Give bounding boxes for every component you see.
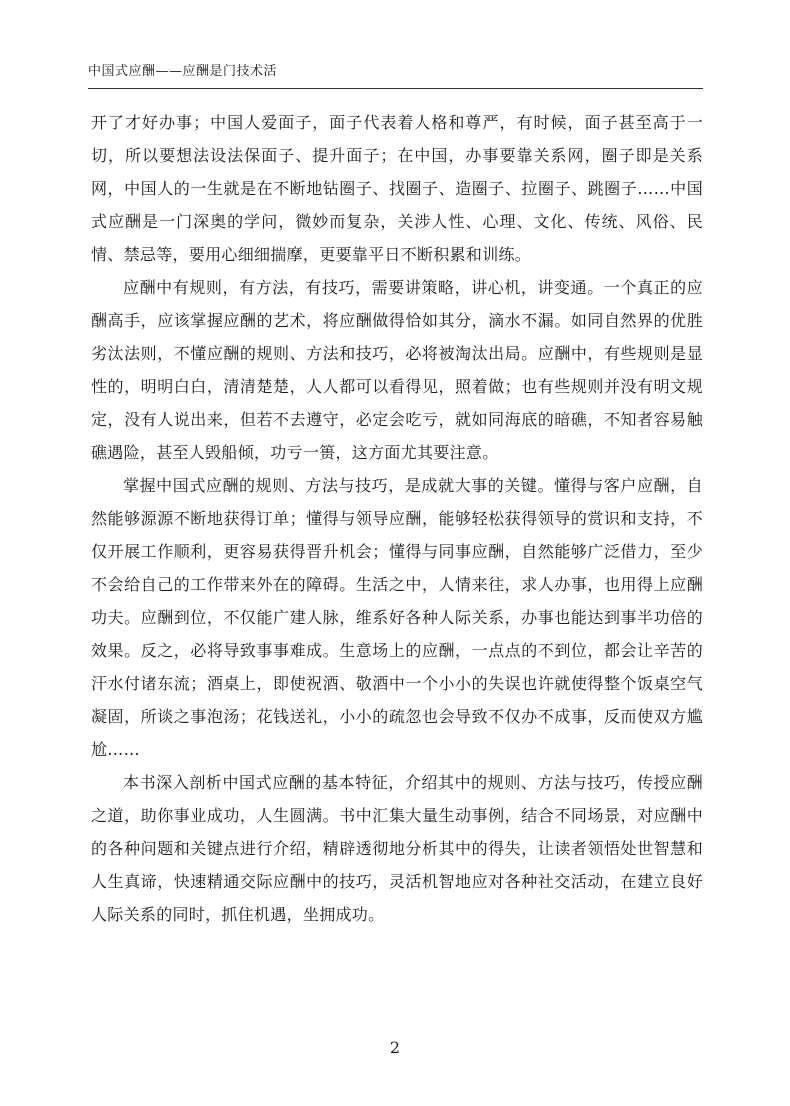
- page-number: 2: [389, 1038, 401, 1057]
- running-header: 中国式应酬——应酬是门技术活: [88, 64, 278, 79]
- paragraph: 应酬中有规则，有方法，有技巧，需要讲策略，讲心机，讲变通。一个真正的应酬高手，应该掌握应酬的艺术，将应酬做得恰如其分，滴水不漏。如同自然界的优胜劣汰法则，不懂应酬的规则、方法和技巧，必将被淘汰出局。应酬中，有些规则是显性的，明明白白，清清楚楚，人人都可以看得见，照着做；也有些规则并没有明文规定，没有人说出来，但若不去遵守，必定会吃亏，就如同海底的暗礁，不知者容易触礁遇险，甚至人毁船倾，功亏一篑，这方面尤其要注意。: [91, 278, 703, 462]
- paragraph: 本书深入剖析中国式应酬的基本特征，介绍其中的规则、方法与技巧，传授应酬之道，助你事业成功，人生圆满。书中汇集大量生动事例，结合不同场景，对应酬中的各种问题和关键点进行介绍，精辟透彻地分析其中的得失，让读者领悟处世智慧和人生真谛，快速精通交际应酬中的技巧，灵活机智地应对各种社交活动，在建立良好人际关系的同时，抓住机遇，坐拥成功。: [91, 773, 703, 924]
- paragraph: 掌握中国式应酬的规则、方法与技巧，是成就大事的关键。懂得与客户应酬，自然能够源源不断地获得订单；懂得与领导应酬，能够轻松获得领导的赏识和支持，不仅开展工作顺利，更容易获得晋升机会；懂得与同事应酬，自然能够广泛借力，至少不会给自己的工作带来外在的障碍。生活之中，人情来往，求人办事，也用得上应酬功夫。应酬到位，不仅能广建人脉，维系好各种人际关系，办事也能达到事半功倍的效果。反之，必将导致事事难成。生意场上的应酬，一点点的不到位，都会让辛苦的汗水付诸东流；酒桌上，即使祝酒、敬酒中一个小小的失误也许就使得整个饭桌空气凝固，所谈之事泡汤；花钱送礼，小小的疏忽也会导致不仅办不成事，反而使双方尴尬……: [91, 476, 703, 759]
- body-text: [91, 106, 703, 931]
- header-divider: [88, 88, 703, 89]
- paragraph-continued: 开了才好办事；中国人爱面子，面子代表着人格和尊严，有时候，面子甚至高于一切，所以要想法设法保面子、提升面子；在中国，办事要靠关系网，圈子即是关系网，中国人的一生就是在不断地钻圈子、找圈子、造圈子、拉圈子、跳圈子……中国式应酬是一门深奥的学问，微妙而复杂，关涉人性、心理、文化、传统、风俗、民情、禁忌等，要用心细细揣摩，更要靠平日不断积累和训练。: [91, 113, 703, 264]
